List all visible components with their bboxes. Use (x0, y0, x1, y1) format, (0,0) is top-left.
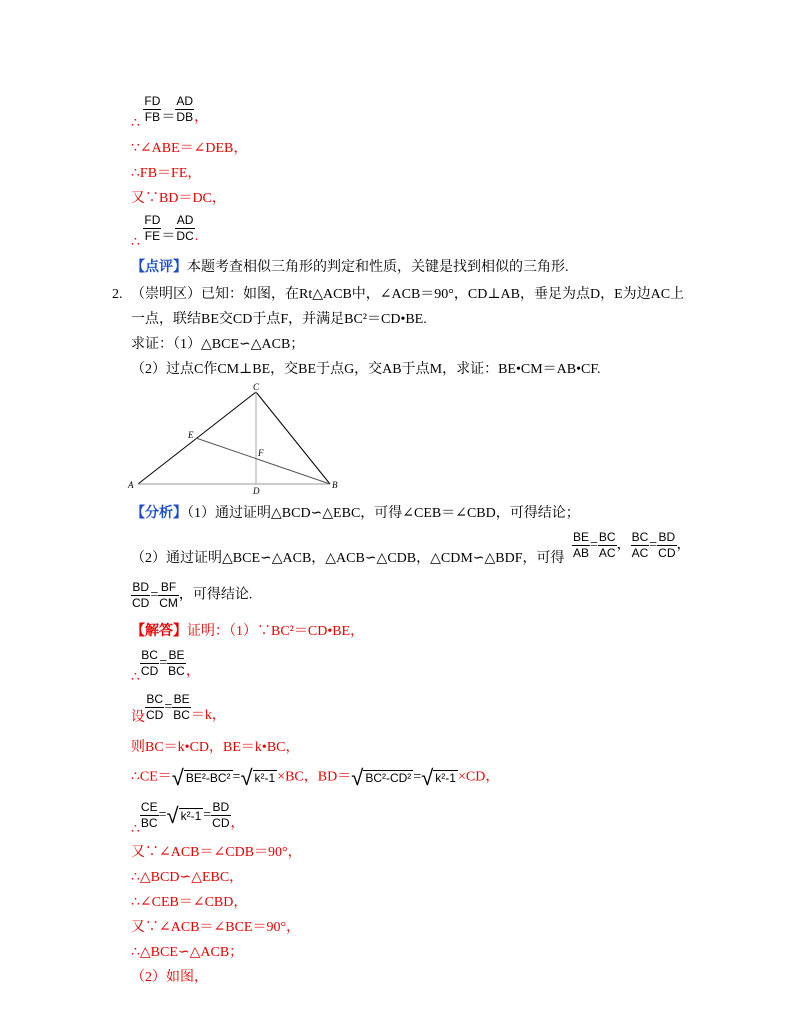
step-line: ∴FB＝FE， (131, 166, 202, 181)
step-fraction-2: ∴ $\frac{FD}{FE}$ ＝ $\frac{AD}{DC}$ . (131, 213, 199, 250)
label-C: C (253, 382, 260, 392)
label-F: F (258, 448, 264, 458)
answer-fraction-2: 设 $\frac{BC}{CD}$ = $\frac{BE}{BC}$ ＝k， (131, 692, 226, 725)
analysis-line-2: （2）通过证明△BCE∽△ACB，△ACB∽△CDB，△CDM∽△BDF，可得 (131, 551, 565, 566)
problem-number: 2. (112, 287, 123, 302)
answer-line-6: ∴△BCD∽△EBC， (131, 870, 244, 885)
problem-line-2: 一点，联结BE交CD于点F，并满足BC²＝CD•BE. (131, 312, 427, 327)
label-B: B (332, 480, 338, 490)
segment-CB (256, 392, 330, 484)
answer-fraction-1: ∴ $\frac{BC}{CD}$ = $\frac{BE}{BC}$ ， (131, 648, 200, 685)
analysis-tag: 【分析】 (131, 506, 187, 521)
triangle-figure (120, 380, 350, 500)
answer-line-1: 【解答】证明：（1）∵BC²＝CD•BE， (131, 624, 365, 639)
answer-line-5: 又∵∠ACB＝∠CDB＝90°， (131, 845, 302, 860)
question-2: （2）过点C作CM⊥BE，交BE于点G，交AB于点M，求证：BE•CM＝AB•CF. (131, 362, 601, 377)
step-line: ∵∠ABE＝∠DEB， (131, 141, 248, 156)
analysis-fractions: $\frac{BE}{AB}$ = $\frac{BC}{AC}$ ， $\frac{BC}{AC}$ = $\frac{BD}{CD}$ ， (573, 530, 691, 560)
answer-tag: 【解答】 (131, 624, 187, 639)
answer-line-10: （2）如图， (131, 970, 208, 985)
answer-fraction-3: ∴ $\frac{CE}{BC}$ =√ k²-1 = $\frac{BD}{CD}$ ， (131, 800, 245, 837)
label-E: E (188, 430, 194, 440)
review-tag: 【点评】 (131, 260, 187, 275)
question-1: 求证：（1）△BCE∽△ACB； (131, 337, 305, 352)
analysis-line-1: 【分析】（1）通过证明△BCD∽△EBC，可得∠CEB＝∠CBD，可得结论； (131, 506, 580, 521)
label-D: D (253, 486, 260, 496)
answer-line-4: ∴CE＝√ BE²-BC² =√ k²-1 ×BC，BD＝√ BC²-CD² =√ k²-1 ×CD， (131, 764, 500, 790)
step-fraction-1: ∴ $\frac{FD}{FB}$ ＝ $\frac{AD}{DB}$ ， (131, 94, 209, 131)
answer-line-7: ∴∠CEB＝∠CBD， (131, 895, 248, 910)
step-line: 又∵BD＝DC， (131, 191, 226, 206)
analysis-line-3: $\frac{BD}{CD}$ = $\frac{BF}{CM}$ ，可得结论. (132, 580, 253, 610)
answer-line-9: ∴△BCE∽△ACB； (131, 945, 244, 960)
answer-line-3: 则BC＝k•CD，BE＝k•BC， (131, 740, 300, 755)
problem-line-1: （崇明区）已知：如图，在Rt△ACB中，∠ACB＝90°，CD⊥AB，垂足为点D，E为边AC上 (131, 287, 685, 302)
segment-BE (196, 438, 330, 484)
review-line: 【点评】本题考查相似三角形的判定和性质，关键是找到相似的三角形. (131, 260, 569, 275)
label-A: A (128, 480, 134, 490)
answer-line-8: 又∵∠ACB＝∠BCE＝90°， (131, 920, 301, 935)
